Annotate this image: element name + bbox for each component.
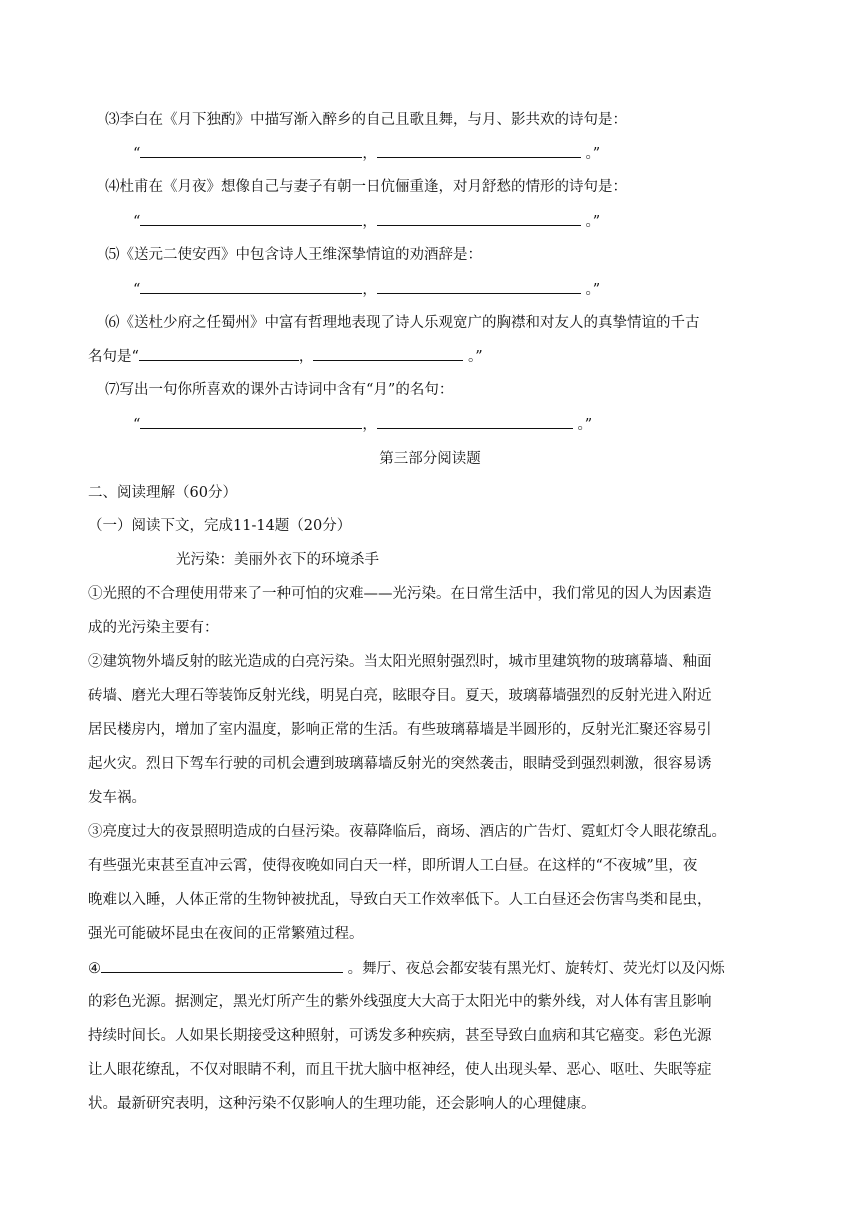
paragraph-4-first-line: ④ 。舞厅、夜总会都安装有黑光灯、旋转灯、荧光灯以及闪烁 (88, 958, 725, 979)
article-line: ①光照的不合理使用带来了一种可怕的灾难——光污染。在日常生活中，我们常见的因人为因素造 (88, 586, 712, 602)
question-7-prompt: ⑺写出一句你所喜欢的课外古诗词中含有“月”的名句： (105, 382, 454, 398)
question-4-answer-line: “ ， 。” (133, 211, 600, 232)
article-line: 有些强光束甚至直冲云霄，使得夜晚如同白天一样，即所谓人工白昼。在这样的“不夜城”里，夜 (88, 858, 698, 874)
article-line: 强光可能破坏昆虫在夜间的正常繁殖过程。 (88, 926, 364, 942)
question-3-answer-line: “ ， 。” (133, 143, 600, 164)
answer-blank[interactable] (140, 279, 362, 294)
article-line: 砖墙、磨光大理石等装饰反射光线，明晃白亮，眩眼夺目。夏天，玻璃幕墙强烈的反射光进入附近 (88, 688, 712, 704)
article-line: 发车祸。 (88, 790, 146, 806)
article-line: 晚难以入睡，人体正常的生物钟被扰乱，导致白天工作效率低下。人工白昼还会伤害鸟类和昆虫， (88, 892, 712, 908)
part-title: 第三部分阅读题 (379, 451, 481, 467)
answer-blank[interactable] (140, 143, 362, 158)
article-title: 光污染：美丽外衣下的环境杀手 (176, 552, 379, 568)
question-5-prompt: ⑸《送元二使安西》中包含诗人王维深挚情谊的劝酒辞是： (105, 247, 482, 263)
article-line: 状。最新研究表明，这种污染不仅影响人的生理功能，还会影响人的心理健康。 (88, 1096, 596, 1112)
question-7-answer-line: “ ， 。” (133, 414, 592, 435)
question-3-prompt: ⑶李白在《月下独酌》中描写渐入醉乡的自己且歌且舞，与月、影共欢的诗句是： (105, 112, 627, 128)
question-6-answer-line: 名句是“ ， 。” (88, 346, 483, 367)
question-4-prompt: ⑷杜甫在《月夜》想像自己与妻子有朝一日伉俪重逢，对月舒愁的情形的诗句是： (105, 179, 627, 195)
article-line: ③亮度过大的夜景照明造成的白昼污染。夜幕降临后，商场、酒店的广告灯、霓虹灯令人眼花缭乱。 (88, 824, 726, 840)
article-line: 居民楼房内，增加了室内温度，影响正常的生活。有些玻璃幕墙是半圆形的，反射光汇聚还容易引 (88, 722, 712, 738)
article-line: ②建筑物外墙反射的眩光造成的白亮污染。当太阳光照射强烈时，城市里建筑物的玻璃幕墙、釉面 (88, 654, 712, 670)
question-5-answer-line: “ ， 。” (133, 279, 600, 300)
answer-blank[interactable] (377, 211, 581, 226)
article-line: 持续时间长。人如果长期接受这种照射，可诱发多种疾病，甚至导致白血病和其它癌变。彩色光源 (88, 1028, 712, 1044)
answer-blank[interactable] (140, 211, 362, 226)
answer-blank[interactable] (313, 346, 463, 361)
subsection-title: （一）阅读下文，完成11-14题（20分） (88, 518, 352, 534)
article-line: 让人眼花缭乱，不仅对眼睛不利，而且干扰大脑中枢神经，使人出现头晕、恶心、呕吐、失眠等症 (88, 1062, 712, 1078)
question-6-prompt: ⑹《送杜少府之任蜀州》中富有哲理地表现了诗人乐观宽广的胸襟和对友人的真挚情谊的千古 (105, 315, 700, 331)
answer-blank[interactable] (139, 346, 299, 361)
article-line: 起火灾。烈日下驾车行驶的司机会遭到玻璃幕墙反射光的突然袭击，眼睛受到强烈刺激，很容易诱 (88, 756, 712, 772)
article-line: 的彩色光源。据测定，黑光灯所产生的紫外线强度大大高于太阳光中的紫外线，对人体有害且影响 (88, 994, 712, 1010)
answer-blank[interactable] (377, 143, 581, 158)
article-line: 成的光污染主要有： (88, 620, 219, 636)
answer-blank[interactable] (377, 414, 573, 429)
answer-blank[interactable] (101, 958, 343, 973)
section-title: 二、阅读理解（60分） (88, 485, 237, 501)
answer-blank[interactable] (377, 279, 581, 294)
answer-blank[interactable] (140, 414, 362, 429)
